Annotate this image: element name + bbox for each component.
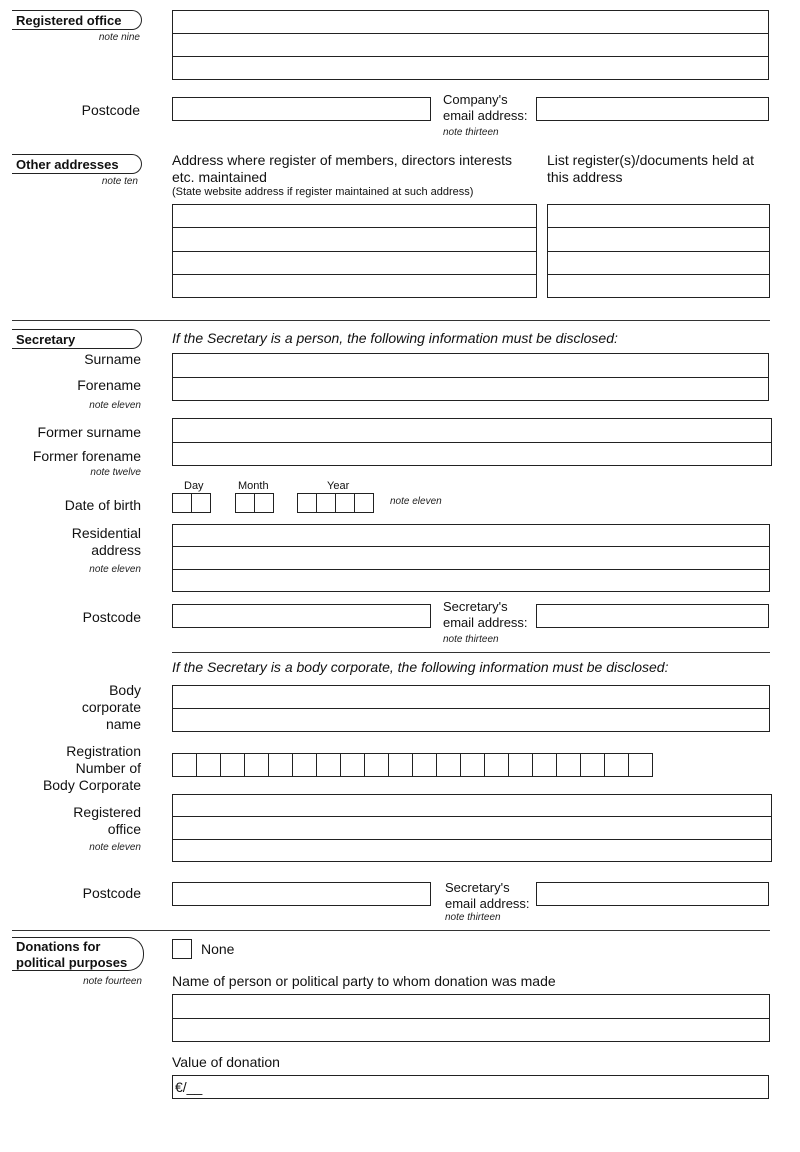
none-label: None [201, 941, 235, 957]
secretary-email-input[interactable] [536, 604, 769, 628]
none-checkbox[interactable] [172, 939, 192, 959]
registration-number-cell[interactable] [268, 753, 293, 777]
registered-office-note: note nine [98, 32, 140, 43]
donation-value-input[interactable] [172, 1075, 769, 1099]
dob-day-cells[interactable] [172, 493, 211, 513]
registration-number-cell[interactable] [172, 753, 197, 777]
body-registered-office-note: note eleven [89, 842, 141, 853]
body-email-label: Secretary's email address: [445, 880, 530, 911]
registration-number-cell[interactable] [532, 753, 557, 777]
donations-tab: Donations for political purposes [12, 937, 144, 971]
registration-number-cell[interactable] [388, 753, 413, 777]
body-registered-office-field[interactable] [172, 794, 772, 862]
body-postcode-input[interactable] [172, 882, 431, 906]
surname-label: Surname [84, 351, 141, 367]
registration-number-cell[interactable] [460, 753, 485, 777]
other-addresses-note: note ten [101, 176, 138, 187]
secretary-person-intro: If the Secretary is a person, the following information must be disclosed: [172, 330, 618, 346]
donation-recipient-label: Name of person or political party to whom donation was made [172, 973, 556, 989]
body-postcode-label: Postcode [82, 885, 141, 901]
company-email-input[interactable] [536, 97, 769, 121]
body-corporate-divider [172, 652, 770, 653]
register-address-subheading: (State website address if register maintained at such address) [172, 186, 474, 198]
residential-address-note: note eleven [89, 564, 141, 575]
registration-number-cell[interactable] [508, 753, 533, 777]
former-forename-label: Former forename [32, 448, 141, 464]
registration-number-cell[interactable] [364, 753, 389, 777]
registration-number-cell[interactable] [436, 753, 461, 777]
registration-number-cell[interactable] [340, 753, 365, 777]
company-email-note: note thirteen [443, 127, 499, 138]
dob-month-cells[interactable] [235, 493, 274, 513]
forename-label: Forename [77, 377, 141, 393]
registered-office-postcode-input[interactable] [172, 97, 431, 121]
secretary-postcode-input[interactable] [172, 604, 431, 628]
donation-value-prefix: €/__ [175, 1079, 203, 1095]
secretary-former-name-field[interactable] [172, 418, 772, 466]
registration-number-cell[interactable] [556, 753, 581, 777]
dob-year-cells[interactable] [297, 493, 374, 513]
body-email-note: note thirteen [445, 912, 501, 923]
registration-number-label: Registration Number of Body Corporate [42, 743, 141, 793]
body-corporate-name-field[interactable] [172, 685, 770, 732]
section-divider [12, 320, 770, 321]
residential-address-field[interactable] [172, 524, 770, 592]
registration-number-cell[interactable] [220, 753, 245, 777]
secretary-email-label: Secretary's email address: [443, 599, 528, 630]
company-email-label: Company's email address: [443, 92, 528, 123]
registration-number-cells[interactable] [172, 753, 653, 777]
surname-note: note eleven [89, 400, 141, 411]
registered-office-postcode-label: Postcode [81, 102, 140, 118]
register-address-field[interactable] [172, 204, 537, 298]
registration-number-cell[interactable] [244, 753, 269, 777]
register-address-heading: Address where register of members, directors interests etc. maintained [172, 152, 513, 185]
dob-note: note eleven [390, 496, 442, 507]
registration-number-cell[interactable] [292, 753, 317, 777]
registration-number-cell[interactable] [316, 753, 341, 777]
register-documents-field[interactable] [547, 204, 770, 298]
body-registered-office-label: Registered office [73, 804, 141, 837]
register-documents-heading: List register(s)/documents held at this address [547, 152, 754, 185]
body-email-input[interactable] [536, 882, 769, 906]
secretary-body-intro: If the Secretary is a body corporate, the following information must be disclosed: [172, 659, 669, 675]
secretary-email-note: note thirteen [443, 634, 499, 645]
registration-number-cell[interactable] [580, 753, 605, 777]
dob-month-label: Month [238, 480, 269, 492]
dob-year-label: Year [327, 480, 350, 492]
registration-number-cell[interactable] [196, 753, 221, 777]
secretary-name-field[interactable] [172, 353, 769, 401]
registration-number-cell[interactable] [412, 753, 437, 777]
former-name-note: note twelve [90, 467, 141, 478]
other-addresses-tab: Other addresses [12, 154, 142, 174]
registration-number-cell[interactable] [604, 753, 629, 777]
registration-number-cell[interactable] [484, 753, 509, 777]
former-surname-label: Former surname [37, 424, 141, 440]
dob-day-label: Day [184, 480, 204, 492]
section-divider-2 [12, 930, 770, 931]
secretary-postcode-label: Postcode [82, 609, 141, 625]
body-corporate-name-label: Body corporate name [81, 682, 141, 732]
residential-address-label: Residential address [71, 525, 141, 558]
registration-number-cell[interactable] [628, 753, 653, 777]
registered-office-address-field[interactable] [172, 10, 769, 80]
donation-recipient-field[interactable] [172, 994, 770, 1042]
donation-value-label: Value of donation [172, 1054, 280, 1070]
registered-office-tab: Registered office [12, 10, 142, 30]
dob-label: Date of birth [64, 497, 141, 513]
donations-note: note fourteen [83, 976, 142, 987]
secretary-tab: Secretary [12, 329, 142, 349]
